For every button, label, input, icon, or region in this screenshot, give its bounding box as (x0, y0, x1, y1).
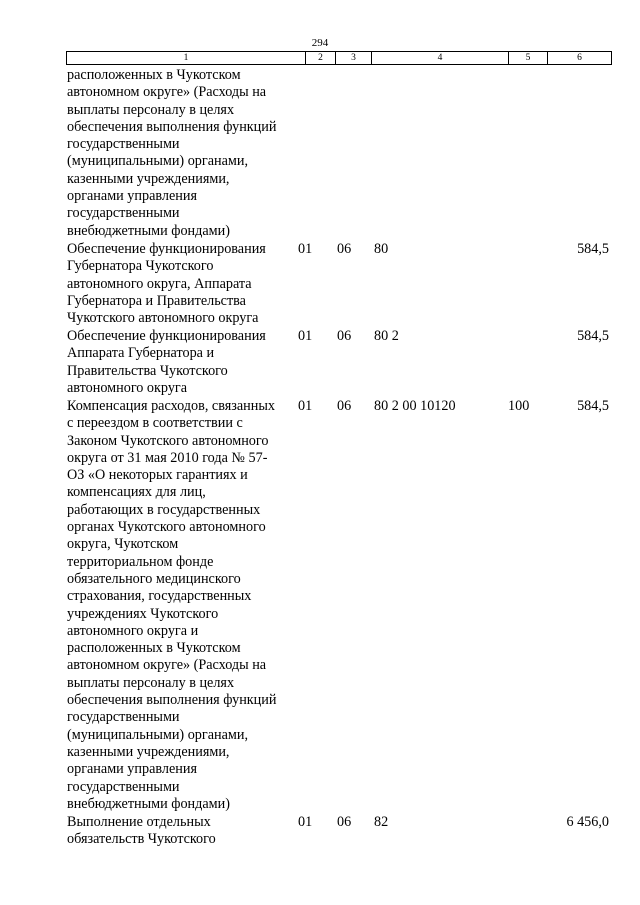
header-cell-5: 5 (509, 52, 548, 64)
row-col4: 80 (374, 241, 389, 257)
row-description: расположенных в Чукотском автономном округе» (Расходы на выплаты персоналу в целях обеспечения выполнения функций государственными (муниципальными) органами, казенными учреждениями, органами управления государственными внебюджетными фондами) (67, 67, 277, 239)
header-cell-3: 3 (336, 52, 372, 64)
row-col2: 01 (298, 814, 313, 830)
row-col6: 584,5 (577, 398, 609, 414)
row-col5: 100 (508, 398, 530, 414)
header-cell-4: 4 (372, 52, 509, 64)
row-col4: 80 2 00 10120 (374, 398, 456, 414)
header-cell-1: 1 (67, 52, 306, 64)
row-col6: 584,5 (577, 241, 609, 257)
row-col4: 82 (374, 814, 389, 830)
row-description: Обеспечение функционирования Аппарата Губернатора и Правительства Чукотского автономного округа (67, 328, 266, 396)
row-col6: 584,5 (577, 328, 609, 344)
row-description: Выполнение отдельных обязательств Чукотского (67, 814, 216, 848)
row-col3: 06 (337, 814, 352, 830)
row-col2: 01 (298, 241, 313, 257)
row-col3: 06 (337, 241, 352, 257)
table-header-row (66, 51, 612, 65)
row-col4: 80 2 (374, 328, 399, 344)
page-number: 294 (311, 37, 329, 49)
row-col3: 06 (337, 398, 352, 414)
row-col2: 01 (298, 398, 313, 414)
row-col3: 06 (337, 328, 352, 344)
row-col2: 01 (298, 328, 313, 344)
row-description: Компенсация расходов, связанных с переездом в соответствии с Законом Чукотского автономного округа от 31 мая 2010 года № 57- ОЗ «О некоторых гарантиях и компенсациях для лиц, работающих в государственных органах Чукотского автономного округа, Чукотском территориальном фонде обязательного медицинского страхования, государственных учреждениях Чукотского автономного округа и расположенных в Чукотском автономном округе» (Расходы на выплаты персоналу в целях обеспечения выполнения функций государственными (муниципальными) органами, казенными учреждениями, органами управления государственными внебюджетными фондами) (67, 398, 277, 812)
header-cell-6: 6 (577, 53, 582, 63)
header-cell-2: 2 (306, 52, 336, 64)
row-description: Обеспечение функционирования Губернатора Чукотского автономного округа, Аппарата Губернатора и Правительства Чукотского автономного округа (67, 241, 266, 327)
row-col6: 6 456,0 (566, 814, 609, 830)
